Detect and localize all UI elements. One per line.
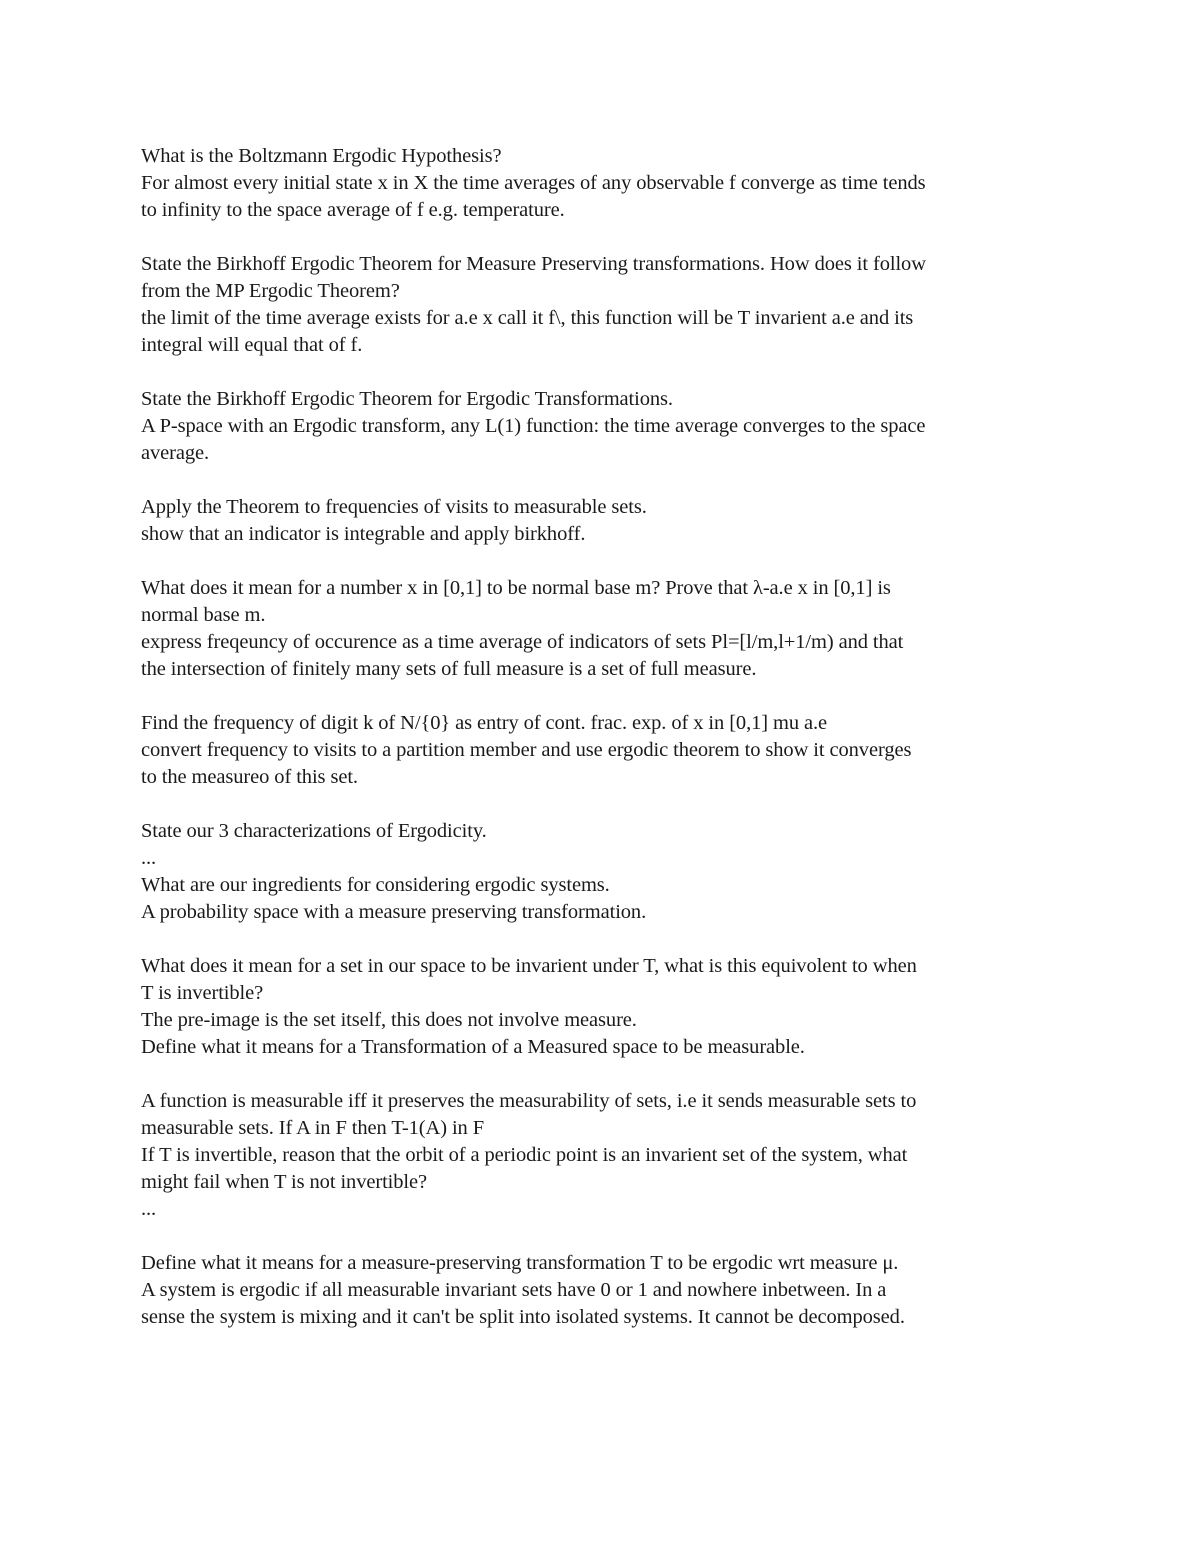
- document-body: [141, 143, 1061, 1331]
- text-line: integral will equal that of f.: [141, 334, 363, 356]
- text-line: ...: [141, 847, 157, 869]
- text-line: What is the Boltzmann Ergodic Hypothesis?: [141, 145, 502, 167]
- text-line: State the Birkhoff Ergodic Theorem for Measure Preserving transformations. How does it follow: [141, 253, 926, 275]
- text-line: from the MP Ergodic Theorem?: [141, 280, 400, 302]
- paragraph-gap: [141, 1061, 1061, 1088]
- paragraph-gap: [141, 683, 1061, 710]
- text-line: Define what it means for a Transformation of a Measured space to be measurable.: [141, 1036, 805, 1058]
- text-line: T is invertible?: [141, 982, 264, 1004]
- paragraph-gap: [141, 224, 1061, 251]
- text-line: to the measureo of this set.: [141, 766, 358, 788]
- text-line: What does it mean for a set in our space to be invarient under T, what is this equivolent to when: [141, 955, 917, 977]
- text-line: What does it mean for a number x in [0,1] to be normal base m? Prove that λ-a.e x in [0,1] is: [141, 577, 891, 599]
- text-line: to infinity to the space average of f e.g. temperature.: [141, 199, 565, 221]
- text-line: show that an indicator is integrable and apply birkhoff.: [141, 523, 586, 545]
- paragraph-gap: [141, 548, 1061, 575]
- text-line: Apply the Theorem to frequencies of visits to measurable sets.: [141, 496, 647, 518]
- text-line: convert frequency to visits to a partition member and use ergodic theorem to show it converges: [141, 739, 912, 761]
- text-line: What are our ingredients for considering ergodic systems.: [141, 874, 610, 896]
- text-line: ...: [141, 1198, 157, 1220]
- text-line: A system is ergodic if all measurable invariant sets have 0 or 1 and nowhere inbetween. In a: [141, 1279, 887, 1301]
- text-line: A probability space with a measure preserving transformation.: [141, 901, 647, 923]
- text-line: State the Birkhoff Ergodic Theorem for Ergodic Transformations.: [141, 388, 673, 410]
- paragraph-gap: [141, 359, 1061, 386]
- text-line: If T is invertible, reason that the orbit of a periodic point is an invarient set of the system, what: [141, 1144, 908, 1166]
- text-line: For almost every initial state x in X the time averages of any observable f converge as time tends: [141, 172, 926, 194]
- text-line: normal base m.: [141, 604, 266, 626]
- paragraph-gap: [141, 467, 1061, 494]
- text-line: State our 3 characterizations of Ergodicity.: [141, 820, 487, 842]
- text-line: the limit of the time average exists for a.e x call it f\, this function will be T invarient a.e and its: [141, 307, 914, 329]
- text-line: the intersection of finitely many sets of full measure is a set of full measure.: [141, 658, 757, 680]
- text-line: measurable sets. If A in F then T-1(A) in F: [141, 1117, 485, 1139]
- text-line: express freqeuncy of occurence as a time average of indicators of sets Pl=[l/m,l+1/m) and that: [141, 631, 904, 653]
- text-line: sense the system is mixing and it can't be split into isolated systems. It cannot be decomposed.: [141, 1306, 905, 1328]
- text-line: A P-space with an Ergodic transform, any L(1) function: the time average converges to the space: [141, 415, 926, 437]
- text-line: average.: [141, 442, 210, 464]
- text-line: A function is measurable iff it preserves the measurability of sets, i.e it sends measurable sets to: [141, 1090, 917, 1112]
- paragraph-gap: [141, 1223, 1061, 1250]
- paragraph-gap: [141, 791, 1061, 818]
- text-line: Define what it means for a measure-preserving transformation T to be ergodic wrt measure μ.: [141, 1252, 899, 1274]
- text-line: The pre-image is the set itself, this does not involve measure.: [141, 1009, 637, 1031]
- paragraph-gap: [141, 926, 1061, 953]
- text-line: Find the frequency of digit k of N/{0} as entry of cont. frac. exp. of x in [0,1] mu a.e: [141, 712, 828, 734]
- text-line: might fail when T is not invertible?: [141, 1171, 428, 1193]
